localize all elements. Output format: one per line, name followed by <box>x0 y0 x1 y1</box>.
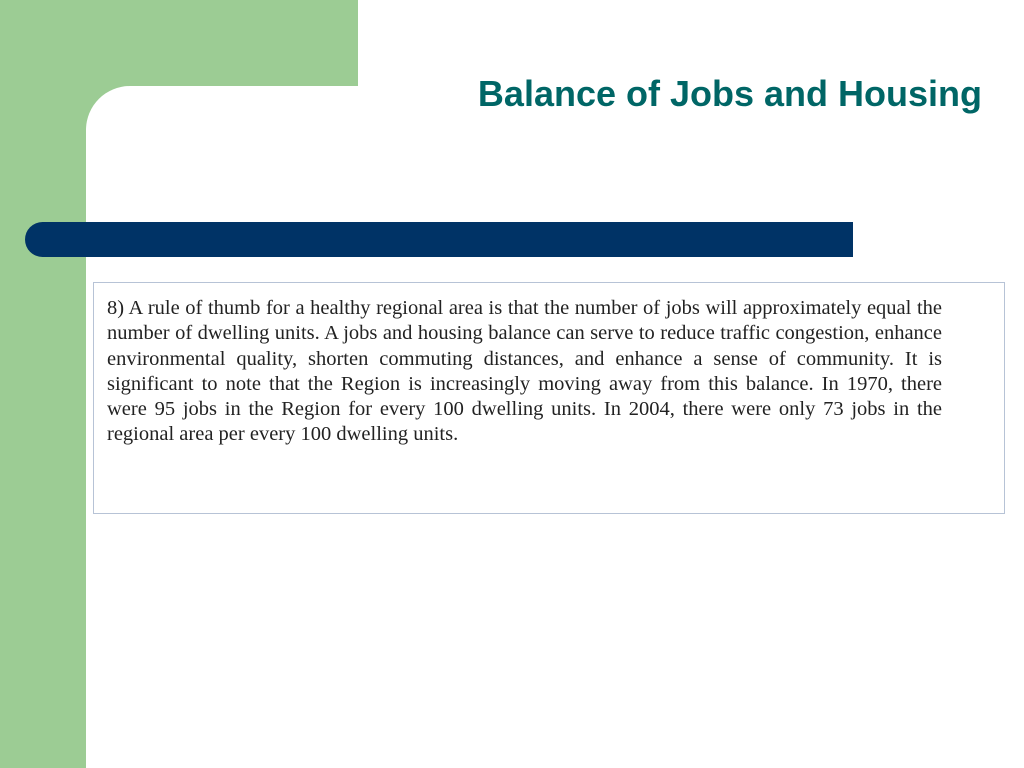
quote-box <box>93 282 1005 514</box>
divider-bar <box>25 222 853 257</box>
slide-title: Balance of Jobs and Housing <box>477 73 982 114</box>
quote-paragraph: 8) A rule of thumb for a healthy regional area is that the number of jobs will approximately equal the number of dwelling units. A jobs and housing balance can serve to reduce traffic congestion, enhance environmental quality, shorten commuting distances, and enhance a sense of community. It is significant to note that the Region is increasingly moving away from this balance. In 1970, there were 95 jobs in the Region for every 100 dwelling units. In 2004, there were only 73 jobs in the regional area per every 100 dwelling units. <box>107 297 942 446</box>
